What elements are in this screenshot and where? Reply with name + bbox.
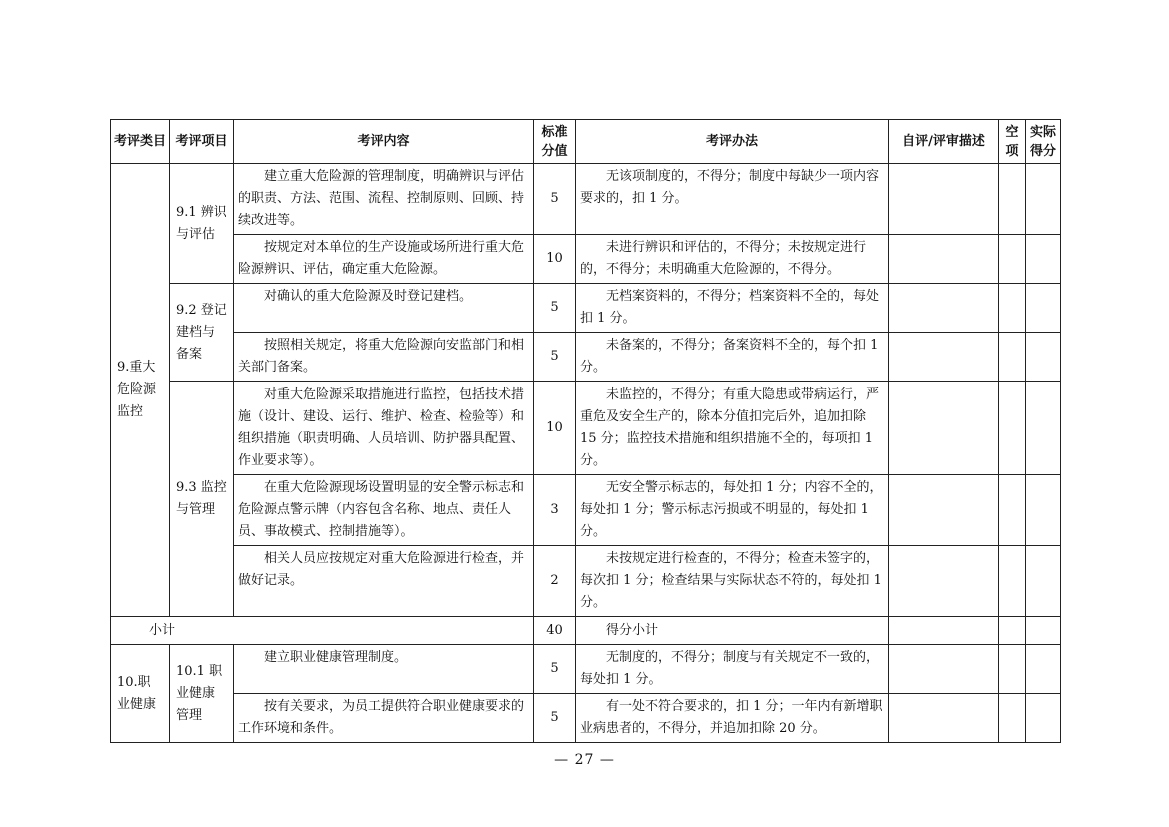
content-cell: 按有关要求，为员工提供符合职业健康要求的工作环境和条件。 [234, 694, 534, 743]
table-row [111, 382, 1061, 475]
table-row [111, 333, 1061, 382]
actual-score-cell[interactable] [1026, 284, 1061, 333]
self-review-cell[interactable] [889, 694, 999, 743]
actual-score-cell[interactable] [1026, 645, 1061, 694]
blank-cell[interactable] [999, 694, 1026, 743]
score-cell: 5 [534, 645, 576, 694]
blank-cell[interactable] [999, 382, 1026, 475]
score-cell: 5 [534, 284, 576, 333]
method-cell: 无制度的，不得分；制度与有关规定不一致的，每处扣 1 分。 [576, 645, 889, 694]
content-cell: 对重大危险源采取措施进行监控，包括技术措施（设计、建设、运行、维护、检查、检验等）和组织措施（职责明确、人员培训、防护器具配置、作业要求等）。 [234, 382, 534, 475]
page-number: — 27 — [554, 752, 615, 768]
method-cell: 无安全警示标志的，每处扣 1 分；内容不全的，每处扣 1 分；警示标志污损或不明显的，每处扣 1 分。 [576, 475, 889, 546]
self-review-cell[interactable] [889, 333, 999, 382]
table-row [111, 546, 1061, 617]
actual-score-cell[interactable] [1026, 164, 1061, 235]
content-cell: 按规定对本单位的生产设施或场所进行重大危险源辨识、评估，确定重大危险源。 [234, 235, 534, 284]
blank-cell[interactable] [999, 333, 1026, 382]
score-cell: 5 [534, 164, 576, 235]
subtotal-score: 40 [534, 617, 576, 645]
header-blank: 空项 [999, 120, 1026, 164]
self-review-cell[interactable] [889, 284, 999, 333]
actual-score-cell[interactable] [1026, 382, 1061, 475]
actual-score-cell[interactable] [1026, 694, 1061, 743]
header-score: 标准分值 [534, 120, 576, 164]
table-row [111, 164, 1061, 235]
blank-cell[interactable] [999, 617, 1026, 645]
method-cell: 未备案的，不得分；备案资料不全的，每个扣 1 分。 [576, 333, 889, 382]
actual-score-cell[interactable] [1026, 333, 1061, 382]
table-row [111, 235, 1061, 284]
self-review-cell[interactable] [889, 164, 999, 235]
method-cell: 有一处不符合要求的，扣 1 分；一年内有新增职业病患者的，不得分，并追加扣除 20 分。 [576, 694, 889, 743]
header-content: 考评内容 [234, 120, 534, 164]
method-cell: 未按规定进行检查的，不得分；检查未签字的，每次扣 1 分；检查结果与实际状态不符的，每处扣 1 分。 [576, 546, 889, 617]
subtotal-method-label: 得分小计 [576, 617, 889, 645]
self-review-cell[interactable] [889, 382, 999, 475]
header-self-review: 自评/评审描述 [889, 120, 999, 164]
content-cell: 建立重大危险源的管理制度，明确辨识与评估的职责、方法、范围、流程、控制原则、回顾、持续改进等。 [234, 164, 534, 235]
table-row [111, 645, 1061, 694]
method-cell: 未监控的，不得分；有重大隐患或带病运行，严重危及安全生产的，除本分值扣完后外，追加扣除 15 分；监控技术措施和组织措施不全的，每项扣 1 分。 [576, 382, 889, 475]
blank-cell[interactable] [999, 546, 1026, 617]
score-cell: 2 [534, 546, 576, 617]
evaluation-table [110, 119, 1061, 743]
header-item: 考评项目 [170, 120, 234, 164]
method-cell: 未进行辨识和评估的，不得分；未按规定进行的，不得分；未明确重大危险源的，不得分。 [576, 235, 889, 284]
blank-cell[interactable] [999, 645, 1026, 694]
method-cell: 无该项制度的，不得分；制度中每缺少一项内容要求的，扣 1 分。 [576, 164, 889, 235]
method-cell: 无档案资料的，不得分；档案资料不全的，每处扣 1 分。 [576, 284, 889, 333]
score-cell: 5 [534, 694, 576, 743]
blank-cell[interactable] [999, 164, 1026, 235]
item-cell: 10.1 职业健康管理 [170, 645, 234, 743]
content-cell: 在重大危险源现场设置明显的安全警示标志和危险源点警示牌（内容包含名称、地点、责任人员、事故模式、控制措施等）。 [234, 475, 534, 546]
score-cell: 5 [534, 333, 576, 382]
self-review-cell[interactable] [889, 235, 999, 284]
subtotal-row [111, 617, 1061, 645]
item-cell: 9.3 监控与管理 [170, 382, 234, 617]
actual-score-cell[interactable] [1026, 475, 1061, 546]
actual-score-cell[interactable] [1026, 235, 1061, 284]
self-review-cell[interactable] [889, 546, 999, 617]
content-cell: 按照相关规定，将重大危险源向安监部门和相关部门备案。 [234, 333, 534, 382]
header-method: 考评办法 [576, 120, 889, 164]
self-review-cell[interactable] [889, 617, 999, 645]
self-review-cell[interactable] [889, 645, 999, 694]
header-actual: 实际得分 [1026, 120, 1061, 164]
header-row [111, 120, 1061, 164]
content-cell: 建立职业健康管理制度。 [234, 645, 534, 694]
subtotal-label: 小计 [111, 617, 534, 645]
table-row [111, 284, 1061, 333]
blank-cell[interactable] [999, 235, 1026, 284]
table-row [111, 475, 1061, 546]
item-cell: 9.2 登记建档与备案 [170, 284, 234, 382]
blank-cell[interactable] [999, 284, 1026, 333]
table-row [111, 694, 1061, 743]
content-cell: 对确认的重大危险源及时登记建档。 [234, 284, 534, 333]
score-cell: 3 [534, 475, 576, 546]
header-category: 考评类目 [111, 120, 170, 164]
content-cell: 相关人员应按规定对重大危险源进行检查，并做好记录。 [234, 546, 534, 617]
actual-score-cell[interactable] [1026, 546, 1061, 617]
score-cell: 10 [534, 235, 576, 284]
category-cell: 10.职业健康 [111, 645, 170, 743]
actual-score-cell[interactable] [1026, 617, 1061, 645]
score-cell: 10 [534, 382, 576, 475]
category-cell: 9.重大危险源监控 [111, 164, 170, 617]
item-cell: 9.1 辨识与评估 [170, 164, 234, 284]
blank-cell[interactable] [999, 475, 1026, 546]
self-review-cell[interactable] [889, 475, 999, 546]
